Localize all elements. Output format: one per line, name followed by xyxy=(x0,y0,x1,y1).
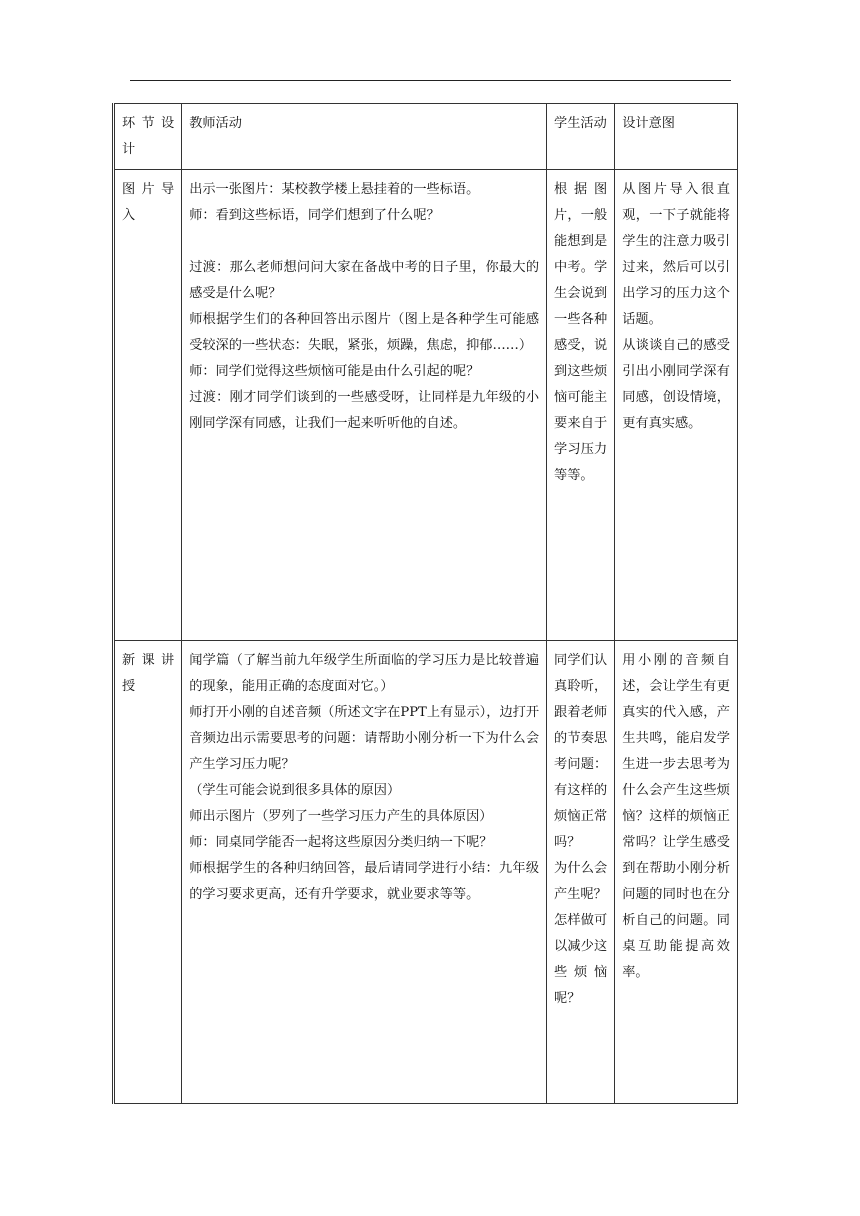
table-row xyxy=(114,170,738,641)
teacher-activity-cell: 闻学篇（了解当前九年级学生所面临的学习压力是比较普遍的现象，能用正确的态度面对它。） 师打开小刚的自述音频（所述文字在PPT上有显示），边打开音频边出示需要思考的问题：请帮助小刚分析一下为什么会产生学习压力呢？ （学生可能会说到很多具体的原因） 师出示图片（罗列了一些学习压力产生的具体原因） 师：同桌同学能否一起将这些原因分类归纳一下呢？ 师根据学生的各种归纳回答，最后请同学进行小结：九年级的学习要求更高，还有升学要求，就业要求等等。 xyxy=(182,641,547,1104)
teacher-activity-cell: 出示一张图片：某校教学楼上悬挂着的一些标语。 师：看到这些标语，同学们想到了什么呢？ 过渡：那么老师想问问大家在备战中考的日子里，你最大的感受是什么呢？ 师根据学生们的各种回答出示图片（图上是各种学生可能感受较深的一些状态：失眠，紧张，烦躁，焦虑，抑郁……） 师：同学们觉得这些烦恼可能是由什么引起的呢？ 过渡：刚才同学们谈到的一些感受呀，让同样是九年级的小刚同学深有同感，让我们一起来听听他的自述。 xyxy=(182,170,547,641)
header-stage: 环 节 设 计 xyxy=(114,104,182,170)
header-teacher-activity: 教师活动 xyxy=(182,104,547,170)
student-activity-cell: 根据图片，一般能想到是中考。学生会说到一些各种感受，说到这些烦恼可能主要来自于学习压力等等。 xyxy=(547,170,615,641)
student-activity-cell: 同学们认真聆听，跟着老师的节奏思考问题：有这样的烦恼正常吗？ 为什么会产生呢？ 怎样做可以减少这些烦恼呢？ xyxy=(547,641,615,1104)
table-header-row xyxy=(114,104,738,170)
design-intent-cell: 用小刚的音频自述，会让学生有更真实的代入感，产生共鸣，能启发学生进一步去思考为什么会产生这些烦恼？这样的烦恼正常吗？让学生感受到在帮助小刚分析问题的同时也在分析自己的问题。同桌互助能提高效率。 xyxy=(615,641,738,1104)
stage-cell: 新 课 讲 授 xyxy=(114,641,182,1104)
header-rule xyxy=(130,80,731,81)
header-design-intent: 设计意图 xyxy=(615,104,738,170)
design-intent-cell: 从图片导入很直观，一下子就能将学生的注意力吸引过来，然后可以引出学习的压力这个话题。 从谈谈自己的感受引出小刚同学深有同感，创设情境，更有真实感。 xyxy=(615,170,738,641)
table-row xyxy=(114,641,738,1104)
header-student-activity: 学生活动 xyxy=(547,104,615,170)
lesson-plan-table xyxy=(112,103,738,1104)
stage-cell: 图 片 导 入 xyxy=(114,170,182,641)
blank-line xyxy=(189,229,539,255)
